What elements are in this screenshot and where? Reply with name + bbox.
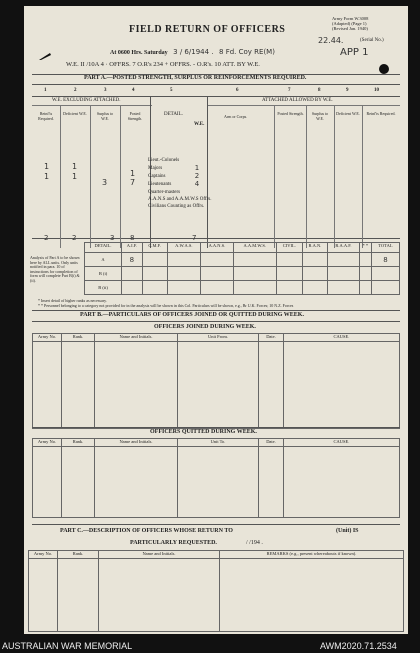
app-mark: APP 1 [340, 47, 369, 58]
punch-hole-icon [379, 64, 389, 74]
serial-number: 22.44. [318, 36, 344, 45]
analysis-heading: R.A.N. [302, 243, 327, 253]
quitted-heading: Army No. [33, 439, 62, 447]
hw-value: 7 [130, 178, 136, 187]
analysis-row-label: B (i) [85, 267, 122, 281]
joined-heading: Date. [259, 334, 284, 342]
form-reference [332, 16, 368, 31]
joined-table [32, 333, 400, 429]
part-c-line2: PARTICULARLY REQUESTED. [130, 540, 217, 546]
part-b-title: PART B.—PARTICULARS OF OFFICERS JOINED OR QUITTED DURING WEEK. [80, 312, 304, 318]
col-number: 6 [236, 88, 239, 93]
hw-value: 1 [72, 162, 78, 171]
analysis-heading: A.I.F. [122, 243, 143, 253]
hw-value: 1 [72, 172, 78, 181]
column-heading: Reinf'ts Required. [366, 111, 396, 116]
joined-heading: Unit From. [178, 334, 259, 342]
rank-label: A.A.N.S and A.A.M.W.S Offrs. [148, 197, 212, 202]
rank-label: Lieut.-Colonels [148, 158, 180, 163]
total-value: 8 [130, 234, 135, 242]
analysis-value: 8 [371, 253, 399, 267]
rank-label: Quarter-masters [148, 190, 181, 195]
rank-value [192, 156, 202, 164]
rule [334, 105, 335, 248]
rule [32, 105, 152, 106]
analysis-heading: DETAIL. [85, 243, 122, 253]
fountain-pen-icon [38, 48, 52, 66]
rank-label: Majors [148, 166, 163, 171]
rank-value: 2 [194, 172, 200, 180]
column-heading: Deficient W.E. [63, 111, 87, 116]
part-c-heading: Name and Initials. [99, 551, 220, 559]
analysis-note: Analysis of Part A to be shown here by ALL units. Only units notified in para. 10 of instructions for completion of form will complete Part B(i) & (ii). [30, 255, 80, 283]
col-number: 3 [104, 88, 107, 93]
form-ref-line: (Adapted) (Page 1) [332, 21, 367, 26]
total-value: 2 [44, 234, 49, 242]
reinforcements-values [44, 162, 49, 182]
col-number: 7 [288, 88, 291, 93]
rule [60, 105, 61, 248]
divider [32, 84, 400, 85]
part-a-title: PART A.—POSTED STRENGTH, SURPLUS OR REINFORCEMENTS REQUIRED. [84, 75, 307, 81]
part-c-heading: Rank. [58, 551, 99, 559]
divider [32, 310, 400, 311]
joined-heading: CAUSE. [284, 334, 400, 342]
surplus-value: 3 [102, 178, 108, 187]
divider [32, 321, 400, 322]
col-number: 10 [374, 88, 379, 93]
analysis-heading: C.M.F. [142, 243, 167, 253]
quitted-heading: Date. [259, 439, 284, 447]
part-c-title: PART C.—DESCRIPTION OF OFFICERS WHOSE RETURN TO [60, 528, 233, 534]
posted-values [130, 169, 135, 187]
col-number: 4 [132, 88, 135, 93]
rule [306, 105, 307, 248]
quitted-heading: CAUSE. [284, 439, 400, 447]
column-heading: Reinf'ts Required. [38, 111, 54, 121]
analysis-row-label: A [85, 253, 122, 267]
column-heading: Surplus to W.E. [311, 111, 329, 121]
analysis-heading: R.A.A.F. [328, 243, 359, 253]
footer-left: AUSTRALIAN WAR MEMORIAL [2, 641, 133, 651]
quitted-heading: Name and Initials. [95, 439, 178, 447]
analysis-heading: A.A.M.W.S. [233, 243, 276, 253]
group-heading: ATTACHED ALLOWED BY W.E. [262, 98, 333, 103]
hw-value: 1 [44, 162, 50, 171]
rank-label: Lieutenants [148, 182, 172, 187]
unit-value: 8 Fd. Coy RE(M) [219, 48, 275, 56]
date-line [110, 48, 275, 56]
column-heading: Surplus to W.E. [96, 111, 114, 121]
column-heading: Arm or Corps. [224, 114, 248, 119]
footnote: * * Personnel belonging to a category not provided for in the analysis will be shown in this Col. Particulars will be shown, e.g., Br U.K. Forces; 10 N.Z. Forces [38, 303, 294, 308]
divider [32, 524, 400, 525]
joined-heading: Army No. [33, 334, 62, 342]
part-c-heading: REMARKS (e.g., present whereabouts if known). [220, 551, 404, 559]
quitted-table [32, 438, 400, 518]
footnote: * Insert detail of higher ranks as necessary. [38, 298, 107, 303]
rule [32, 238, 400, 239]
col-number: 2 [74, 88, 77, 93]
quitted-heading: Rank. [62, 439, 95, 447]
part-c-unit-label: (Unit) IS [336, 528, 359, 534]
rank-value: 1 [194, 164, 200, 172]
joined-heading: Name and Initials. [95, 334, 178, 342]
analysis-table [84, 242, 400, 295]
col-number: 5 [170, 88, 173, 93]
deficient-values [72, 162, 77, 182]
part-c-heading: Army No. [29, 551, 58, 559]
rank-values [192, 156, 202, 188]
total-value: 2 [72, 234, 77, 242]
part-c-table [28, 550, 404, 632]
form-ref-line: (Revised Jan. 1940) [332, 26, 368, 31]
detail-heading: DETAIL. [164, 112, 183, 117]
analysis-heading: TOTAL [371, 243, 399, 253]
hw-value: 1 [44, 172, 50, 181]
rule [274, 105, 275, 248]
total-value: 7 [192, 234, 197, 242]
joined-heading: Rank. [62, 334, 95, 342]
column-heading: Posted Strength. [127, 111, 143, 121]
footer-right: AWM2020.71.2534 [320, 641, 397, 651]
quitted-heading: Unit To. [178, 439, 259, 447]
serial-label: (Serial No.) [360, 38, 384, 43]
rank-label: Captains [148, 174, 166, 179]
analysis-heading: CIVIL. [276, 243, 302, 253]
date-value: 3 / 6/1944 . [173, 48, 214, 56]
col-number: 9 [346, 88, 349, 93]
col-number: 8 [318, 88, 321, 93]
part-c-date-blank: / /194 . [246, 540, 263, 546]
analysis-row-label: B (ii) [85, 281, 122, 295]
analysis-heading: * * [359, 243, 371, 253]
rule [120, 105, 121, 248]
rule [90, 105, 91, 248]
rank-value: 4 [194, 180, 200, 188]
group-heading: W.E. EXCLUDING ATTACHED. [52, 98, 121, 103]
joined-title: OFFICERS JOINED DURING WEEK. [154, 324, 256, 330]
form-title: FIELD RETURN OF OFFICERS [129, 24, 286, 35]
form-sheet [24, 6, 408, 634]
quitted-title: OFFICERS QUITTED DURING WEEK. [150, 429, 257, 435]
column-heading: Posted Strength. [277, 111, 304, 116]
date-line-prefix: At 0600 Hrs. Saturday [110, 50, 168, 56]
we-heading: W.E. [194, 122, 205, 127]
hw-value: 1 [130, 169, 136, 178]
strength-line: W.E. II /10A 4 · OFFRS. 7 O.R's 234 + OFFRS. - O.R's. 10 ATT. BY W.E. [66, 61, 260, 68]
analysis-heading: A.A.N.S. [201, 243, 234, 253]
rank-label: Civilians Counting as Offrs. [148, 204, 205, 209]
column-heading: Deficient W.E. [336, 111, 360, 116]
analysis-heading: A.W.A.S. [167, 243, 201, 253]
total-value: 3 [110, 234, 115, 242]
rule [362, 105, 363, 248]
form-ref-line: Army Form W.3008 [332, 16, 369, 21]
col-number: 1 [44, 88, 47, 93]
analysis-value: 8 [122, 253, 143, 267]
divider [32, 427, 400, 428]
rule [207, 105, 400, 106]
rule [32, 96, 400, 97]
